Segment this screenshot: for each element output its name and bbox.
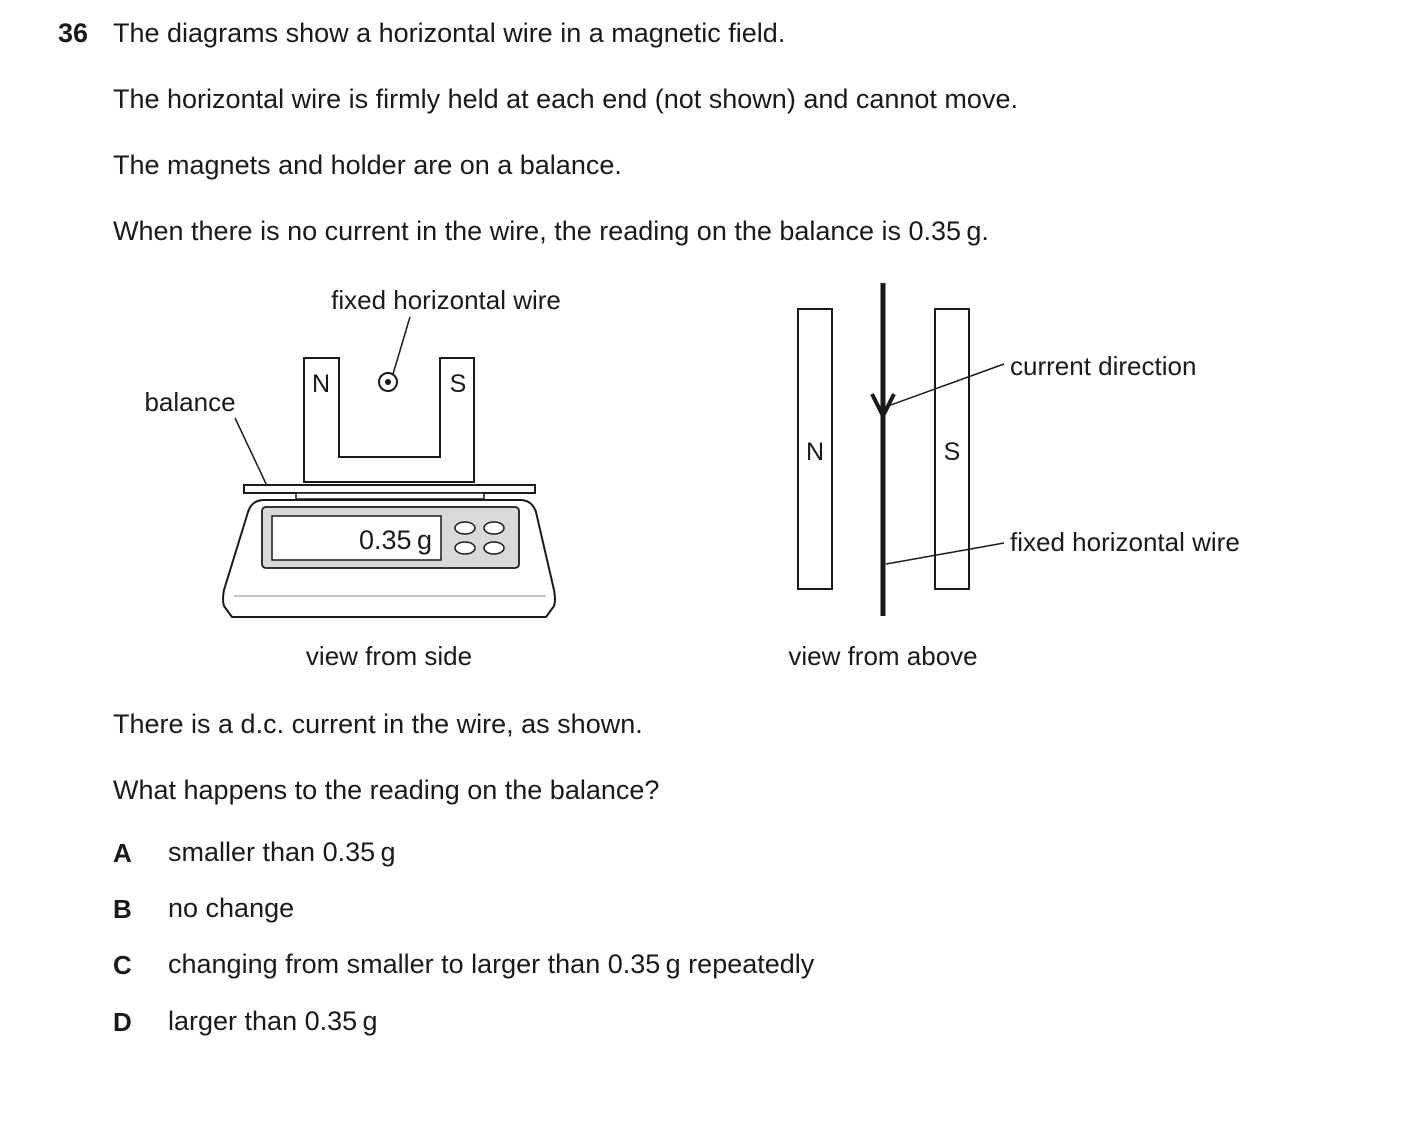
stem-line-2: The horizontal wire is firmly held at each end (not shown) and cannot move. [113,84,1018,114]
side-wire-label: fixed horizontal wire [331,285,561,315]
question-line: What happens to the reading on the balance? [113,775,660,805]
top-pole-s: S [943,438,961,466]
balance-leader-line [235,418,268,488]
stem-line-4: When there is no current in the wire, the reading on the balance is 0.35 g. [113,216,989,246]
option-a-text[interactable]: smaller than 0.35 g [168,837,396,867]
balance-button-icon [455,542,475,554]
side-pole-s: S [449,370,467,398]
question-number: 36 [58,18,89,48]
option-c-text[interactable]: changing from smaller to larger than 0.35 g repeatedly [168,949,815,979]
option-d-text[interactable]: larger than 0.35 g [168,1006,378,1036]
option-d-letter[interactable]: D [113,1007,132,1037]
top-wire-label: fixed horizontal wire [1010,527,1240,557]
balance-button-icon [484,542,504,554]
balance-pan [244,485,535,493]
side-wire-leader-line [393,317,410,374]
balance-label: balance [144,387,236,417]
option-c-letter[interactable]: C [113,950,132,980]
balance-reading: 0.35 g [359,525,432,555]
wire-dot-icon [385,379,391,385]
stem-line-3: The magnets and holder are on a balance. [113,150,622,180]
top-pole-n: N [805,438,825,466]
option-b-letter[interactable]: B [113,894,132,924]
balance-button-icon [484,522,504,534]
side-pole-n: N [311,370,331,398]
option-a-letter[interactable]: A [113,838,132,868]
balance-pan-support [296,493,484,499]
current-direction-label: current direction [1010,351,1197,381]
balance-button-icon [455,522,475,534]
stem-line-1: The diagrams show a horizontal wire in a magnetic field. [113,18,786,48]
option-b-text[interactable]: no change [168,893,295,923]
side-view-caption: view from side [305,641,473,671]
top-view-caption: view from above [788,641,978,671]
statement-line: There is a d.c. current in the wire, as shown. [113,709,643,739]
